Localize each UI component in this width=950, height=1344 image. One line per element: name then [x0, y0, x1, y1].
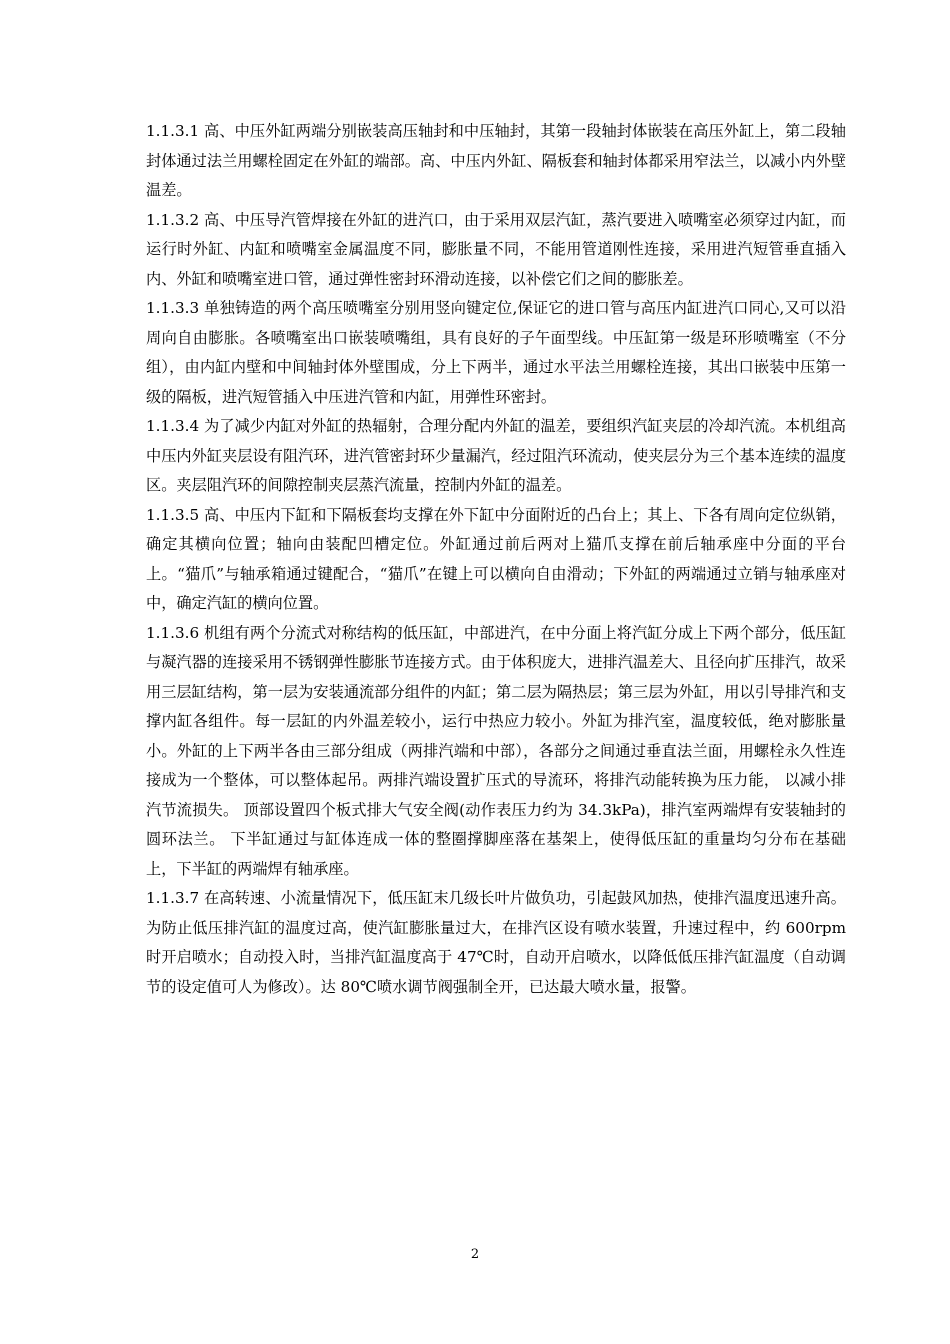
paragraph-1-1-3-6: 1.1.3.6 机组有两个分流式对称结构的低压缸，中部进汽，在中分面上将汽缸分成上下两个部分，低压缸与凝汽器的连接采用不锈钢弹性膨胀节连接方式。由于体积庞大，进排汽温差大、且径向扩压排汽，故采用三层缸结构，第一层为安装通流部分组件的内缸；第二层为隔热层；第三层为外缸，用以引导排汽和支撑内缸各组件。每一层缸的内外温差较小，运行中热应力较小。外缸为排汽室，温度较低，绝对膨胀量小。外缸的上下两半各由三部分组成（两排汽端和中部），各部分之间通过垂直法兰面，用螺栓永久性连接成为一个整体，可以整体起吊。两排汽端设置扩压式的导流环，将排汽动能转换为压力能， 以减小排汽节流损失。 顶部设置四个板式排大气安全阀(动作表压力约为 34.3kPa)，排汽室两端焊有安装轴封的圆环法兰。 下半缸通过与缸体连成一体的整圈撑脚座落在基架上，使得低压缸的重量均匀分布在基础上，下半缸的两端焊有轴承座。	[146, 623, 846, 878]
paragraph-1-1-3-4: 1.1.3.4 为了减少内缸对外缸的热辐射，合理分配内外缸的温差，要组织汽缸夹层的冷却汽流。本机组高中压内外缸夹层设有阻汽环，进汽管密封环少量漏汽，经过阻汽环流动，使夹层分为三个基本连续的温度区。夹层阻汽环的间隙控制夹层蒸汽流量，控制内外缸的温差。	[146, 417, 846, 494]
body-text	[146, 117, 846, 1002]
paragraph-1-1-3-3: 1.1.3.3 单独铸造的两个高压喷嘴室分别用竖向键定位,保证它的进口管与高压内缸进汽口同心,又可以沿周向自由膨胀。各喷嘴室出口嵌装喷嘴组，具有良好的子午面型线。中压缸第一级是环形喷嘴室（不分组），由内缸内壁和中间轴封体外壁围成，分上下两半，通过水平法兰用螺栓连接，其出口嵌装中压第一级的隔板，进汽短管插入中压进汽管和内缸，用弹性环密封。	[146, 299, 846, 406]
paragraph-1-1-3-2: 1.1.3.2 高、中压导汽管焊接在外缸的进汽口，由于采用双层汽缸，蒸汽要进入喷嘴室必须穿过内缸，而运行时外缸、内缸和喷嘴室金属温度不同，膨胀量不同，不能用管道刚性连接，采用进汽短管垂直插入内、外缸和喷嘴室进口管，通过弹性密封环滑动连接，以补偿它们之间的膨胀差。	[146, 210, 846, 288]
paragraph-1-1-3-1: 1.1.3.1 高、中压外缸两端分别嵌装高压轴封和中压轴封，其第一段轴封体嵌装在高压外缸上，第二段轴封体通过法兰用螺栓固定在外缸的端部。高、中压内外缸、隔板套和轴封体都采用窄法兰，以减小内外壁温差。	[146, 122, 846, 199]
page-number: 2	[470, 1247, 480, 1262]
paragraph-1-1-3-5: 1.1.3.5 高、中压内下缸和下隔板套均支撑在外下缸中分面附近的凸台上；其上、下各有周向定位纵销，确定其横向位置；轴向由装配凹槽定位。外缸通过前后两对上猫爪支撑在前后轴承座中分面的平台上。“猫爪”与轴承箱通过键配合，“猫爪”在键上可以横向自由滑动；下外缸的两端通过立销与轴承座对中，确定汽缸的横向位置。	[146, 505, 846, 612]
paragraph-1-1-3-7: 1.1.3.7 在高转速、小流量情况下，低压缸末几级长叶片做负功，引起鼓风加热，使排汽温度迅速升高。为防止低压排汽缸的温度过高，使汽缸膨胀量过大，在排汽区设有喷水装置，升速过程中，约 600rpm时开启喷水；自动投入时，当排汽缸温度高于 47℃时，自动开启喷水，以降低低压排汽缸温度（自动调节的设定值可人为修改）。达 80℃喷水调节阀强制全开，已达最大喷水量，报警。	[146, 889, 846, 996]
